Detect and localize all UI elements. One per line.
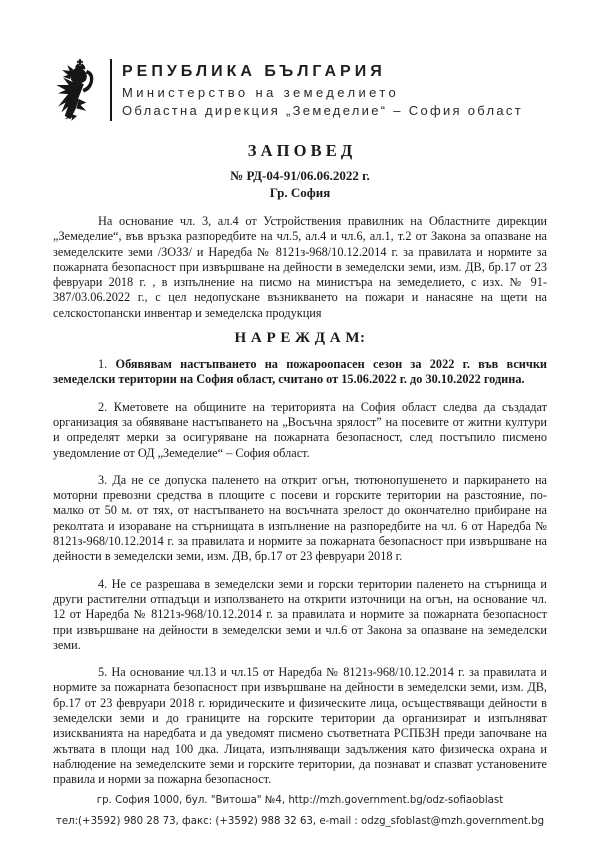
item-5-text: На основание чл.13 и чл.15 от Наредба № 8121з-968/10.12.2014 г. за правилата и нормите за пожарната безопасност при извършване на дейности в земеделски земи, изм. ДВ, бр.17 от 23 февруари 2018 г. юридическите и физическите лица, осъществяващи дейности в земеделски земи и до границите на горските територии да организират и изпълняват изискванията на наредбата и да уведомят писмено съответната РСПБЗН преди започване на жътвата в площи над 100 дка. Лицата, изпълняващи задължения като физическа охрана и наблюдение на земеделските земи и горските територии, да познават и спазват установените правила и норми за пожарна безопасност. <box>53 665 547 787</box>
item-4-number: 4. <box>98 576 108 591</box>
letterhead-text <box>122 63 523 118</box>
bulgaria-lion-emblem-icon <box>53 56 103 124</box>
item-2-number: 2. <box>98 399 108 414</box>
order-item-5 <box>53 665 547 787</box>
footer-address: гр. София 1000, бул. "Витоша" №4, http://mzh.government.bg/odz-sofiaoblast <box>96 795 504 806</box>
item-3-number: 3. <box>98 472 108 487</box>
order-preamble: На основание чл. 3, ал.4 от Устройствения правилник на Областните дирекции „Земеделие“, във връзка разпоредбите на чл.5, ал.4 и чл.6, ал.1, т.2 от Закона за опазване на земеделските земи /ЗОЗЗ/ и Наредба № 8121з-968/10.12.2014 г. за правилата и нормите за пожарната безопасност при извършване на дейности в земеделски земи, изм. ДВ, бр.17 от 23 февруари 2018 г. , в изпълнение на писмо на министъра на земеделието, с изх. № 91-387/03.06.2022 г., с цел недопускане възникването на пожари и нанасяне на щети на селскостопански инвентар и земеделска продукция <box>53 214 547 320</box>
item-1-text: Обявявам настъпването на пожароопасен сезон за 2022 г. във всички земеделски територии на София област, считано от 15.06.2022 г. до 30.10.2022 година. <box>53 357 547 387</box>
letterhead-divider <box>110 59 112 121</box>
item-1-number: 1. <box>98 357 108 372</box>
order-item-1 <box>53 357 547 388</box>
footer-contacts: тел:(+3592) 980 28 73, факс: (+3592) 988 32 63, e-mail : odzg_sfoblast@mzh.government.bg <box>55 816 545 827</box>
item-5-number: 5. <box>98 665 108 680</box>
order-city: Гр. София <box>269 185 331 200</box>
order-item-2 <box>53 400 547 461</box>
item-4-text: Не се разрешава в земеделски земи и горски територии паленето на стърнища и други растителни отпадъци и използването на открити източници на огън, на основание чл. 12 от Наредба № 8121з-968/10.12.2014 г. за правилата и нормите за пожарната безопасност при извършване на дейности в земеделски земи и чл.6 от Закона за опазване на земеделски земи. <box>53 576 547 652</box>
item-3-text: Да не се допуска паленето на открит огън, тютюнопушенето и паркирането на моторни превозни средства в площите с посеви и горските територии на разстояние, по-малко от 50 м. от тях, от настъпването на восъчната зрелост до окончателно прибиране на реколтата и изораване на стърнищата в изпълнение на разпоредбите на чл. 6 от Наредба № 8121з-968/10.12.2014 г. за правилата и нормите за пожарната безопасност при извършване на дейности в земеделски земи, изм. ДВ, бр.17 от 23 февруари 2018 г. <box>53 472 547 564</box>
item-2-text: Кметовете на общините на територията на София област следва да създадат организация за обявяване настъпването на „Восъчна зрялост” на посевите от житни култури и определят мерки за осигуряване на пожарната безопасност, след постъпило писмено уведомление от ОД „Земеделие“ – София област. <box>53 399 547 460</box>
letterhead <box>53 56 547 124</box>
command-heading: Н А Р Е Ж Д А М: <box>234 330 366 347</box>
order-item-3 <box>53 473 547 565</box>
ministry-name: Министерство на земеделието <box>122 84 400 100</box>
order-number: № РД-04-91/06.06.2022 г. <box>230 168 370 183</box>
directorate-name: Областна дирекция „Земеделие“ – София област <box>122 102 523 118</box>
order-item-4 <box>53 577 547 653</box>
republic-name: РЕПУБЛИКА БЪЛГАРИЯ <box>122 62 386 80</box>
order-title: З А П О В Е Д <box>247 141 353 160</box>
document-footer <box>0 795 600 827</box>
